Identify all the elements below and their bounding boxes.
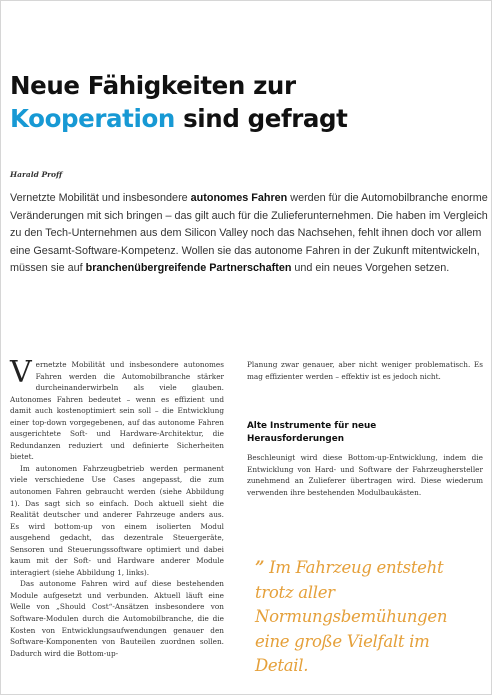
body-paragraph (10, 355, 224, 463)
headline-line1: Neue Fähigkeiten zur (10, 71, 296, 100)
body-text: ernetzte Mobilität und insbesondere autonomes Fahren werden die Automobilbranche stärker durcheinanderwirbeln als viele glauben. Autonomes Fahren bedeutet – wenn es effizient und damit auch kostenoptimiert sein soll – die Entwicklung einer top-down vorgegebenen, auf das autonome Fahren ausgerichtete Soft- und Hardware-Architektur, die Redundanzen reduziert und definierte Sicherheiten bietet. (10, 360, 224, 462)
section-subheading: Alte Instrumente für neue Herausforderungen (247, 421, 377, 444)
article-headline (10, 69, 480, 135)
body-column-left (10, 355, 224, 659)
headline-rest: sind gefragt (174, 104, 348, 133)
body-paragraph: Beschleunigt wird diese Bottom-up-Entwicklung, indem die Entwicklung von Hard- und Software der Fahrzeughersteller zunehmend an Zulieferer übertragen wird. Diese wiederum verwenden ihre bestehenden Modulbaukästen. (247, 453, 483, 497)
quote-mark-icon: ” (255, 558, 265, 577)
body-column-right-section (247, 452, 483, 498)
body-paragraph: Im autonomen Fahrzeugbetrieb werden permanent viele verschiedene Use Cases angepasst, die zum autonomen Fahren gebraucht werden (siehe Abbildung 1). Das sagt sich so einfach. Doch aktuell sieht die Realität deutscher und anderer Fahrzeuge anders aus. Es wird bottom-up von einem isolierten Modul ausgehend gedacht, das dezentrale Steuergeräte, Sensoren und Steuerungssoftware optimiert und dabei kaum mit der Soft- und Hardware anderer Module interagiert (siehe Abbildung 1, links). (10, 463, 224, 577)
author-name: Harald Proff (10, 170, 63, 179)
body-column-right (247, 359, 483, 382)
lead-bold-1: autonomes Fahren (190, 192, 288, 204)
body-paragraph: Das autonome Fahren wird auf diese bestehenden Module aufgesetzt und verbunden. Aktuell läuft eine Welle von „Should Cost“-Ansätzen insbesondere von Software-Modulen durch die Automobilbranche, die die Kosten von Entwicklungsaufwendungen genauer den Software-Komponenten von Bauteilen zuordnen sollen. Dadurch wird die Bottom-up- (10, 579, 224, 658)
lead-bold-2: branchenübergreifende Partnerschaften (85, 262, 292, 275)
lead-text-1: Vernetzte Mobilität und insbesondere (10, 192, 191, 204)
pull-quote-text: Im Fahrzeug entsteht trotz aller Normungsbemühungen eine große Vielfalt im Detail. (255, 558, 448, 675)
lead-text-3: und ein neues Vorgehen setzen. (291, 262, 450, 275)
lead-paragraph (10, 190, 488, 278)
lead-text-2: werden für die Automobilbranche enorme Veränderungen mit sich bringen – das gilt auch für die Zulieferunternehmen. Die haben im Vergleich zu den Tech-Unternehmen aus dem Silicon Valley noch das Nachsehen, fehlt ihnen doch vor allem eine Gesamt-Software-Kompetenz. Wollen sie das autonome Fahren in der Zukunft mitentwickeln, müssen sie auf (10, 192, 488, 275)
body-paragraph: Planung zwar genauer, aber nicht weniger problematisch. Es mag effizienter werden – effektiv ist es jedoch nicht. (247, 360, 483, 381)
headline-accent-word: Kooperation (10, 104, 175, 133)
pull-quote (255, 556, 485, 679)
drop-cap: V (10, 355, 32, 390)
